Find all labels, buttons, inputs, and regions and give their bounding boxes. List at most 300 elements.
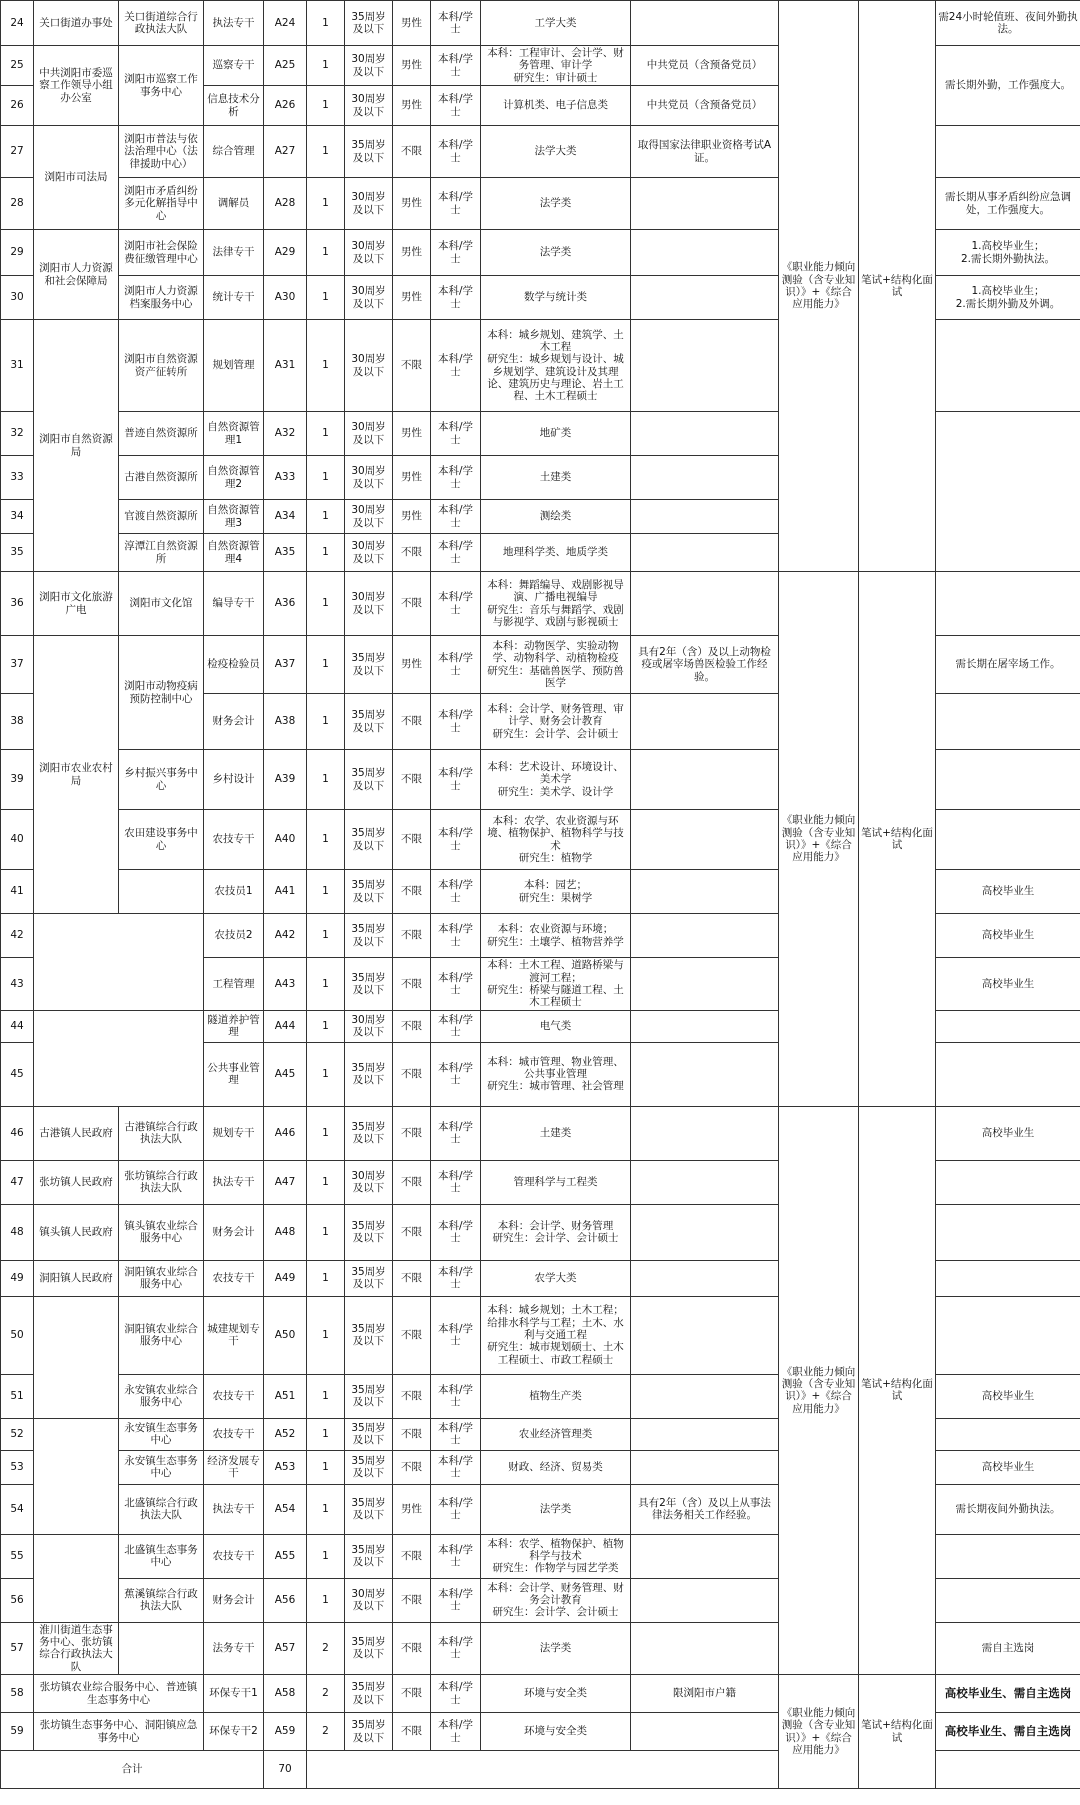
sub-cell: 浏阳市人力资源档案服务中心 <box>119 276 204 320</box>
other-cell <box>631 1010 779 1042</box>
pos-cell: 乡村设计 <box>204 750 264 810</box>
age-cell: 30周岁及以下 <box>345 572 393 636</box>
edu-cell: 本科/学士 <box>431 178 481 230</box>
table-row <box>1 572 1080 636</box>
major-cell: 本科：农学、农业资源与环境、植物保护、植物科学与技术 研究生：植物学 <box>481 810 631 870</box>
no-cell: 39 <box>1 750 34 810</box>
edu-cell: 本科/学士 <box>431 46 481 86</box>
sex-cell: 男性 <box>393 412 431 456</box>
sub-cell <box>119 1622 204 1675</box>
code-cell: A44 <box>264 1010 307 1042</box>
major-cell: 法学类 <box>481 178 631 230</box>
sex-cell: 不限 <box>393 1296 431 1374</box>
sub-cell <box>119 870 204 914</box>
edu-cell: 本科/学士 <box>431 412 481 456</box>
major-cell: 本科：城乡规划、建筑学、土木工程 研究生：城乡规划与设计、城乡规划学、建筑设计及其理论、建筑历史与理论、岩土工程、土木工程硕士 <box>481 320 631 412</box>
sex-cell: 不限 <box>393 534 431 572</box>
pos-cell: 调解员 <box>204 178 264 230</box>
exam-subject-cell: 《职业能力倾向测验（含专业知识）》+《综合应用能力》 <box>779 1675 859 1789</box>
no-cell: 53 <box>1 1450 34 1484</box>
note-cell <box>936 1010 1080 1042</box>
n-cell: 1 <box>307 1204 345 1260</box>
other-cell <box>631 1622 779 1675</box>
exam-subject-cell: 《职业能力倾向测验（含专业知识）》+《综合应用能力》 <box>779 1106 859 1675</box>
n-cell: 1 <box>307 1106 345 1160</box>
n-cell: 1 <box>307 636 345 694</box>
pos-cell: 自然资源管理4 <box>204 534 264 572</box>
note-cell <box>936 1578 1080 1622</box>
edu-cell: 本科/学士 <box>431 750 481 810</box>
age-cell: 35周岁及以下 <box>345 870 393 914</box>
note-cell <box>936 750 1080 810</box>
age-cell: 30周岁及以下 <box>345 456 393 500</box>
other-cell <box>631 810 779 870</box>
age-cell: 35周岁及以下 <box>345 1534 393 1578</box>
no-cell: 46 <box>1 1106 34 1160</box>
age-cell: 30周岁及以下 <box>345 1578 393 1622</box>
code-cell: A59 <box>264 1713 307 1751</box>
sub-cell: 北盛镇生态事务中心 <box>119 1534 204 1578</box>
age-cell: 30周岁及以下 <box>345 534 393 572</box>
edu-cell: 本科/学士 <box>431 870 481 914</box>
pos-cell: 执法专干 <box>204 1 264 46</box>
unit-cell: 洞阳镇人民政府 <box>34 1260 119 1296</box>
code-cell: A55 <box>264 1534 307 1578</box>
edu-cell: 本科/学士 <box>431 1374 481 1418</box>
other-cell <box>631 750 779 810</box>
code-cell: A38 <box>264 694 307 750</box>
age-cell: 35周岁及以下 <box>345 1713 393 1751</box>
other-cell <box>631 914 779 958</box>
pos-cell: 隧道养护管理 <box>204 1010 264 1042</box>
total-label: 合计 <box>1 1751 264 1789</box>
other-cell <box>631 1418 779 1450</box>
age-cell: 35周岁及以下 <box>345 1296 393 1374</box>
note-cell <box>936 572 1080 636</box>
code-cell: A33 <box>264 456 307 500</box>
sex-cell: 不限 <box>393 1675 431 1713</box>
age-cell: 35周岁及以下 <box>345 1675 393 1713</box>
no-cell: 26 <box>1 86 34 126</box>
no-cell: 54 <box>1 1484 34 1534</box>
edu-cell: 本科/学士 <box>431 1160 481 1204</box>
no-cell: 29 <box>1 230 34 276</box>
code-cell: A58 <box>264 1675 307 1713</box>
major-cell: 电气类 <box>481 1010 631 1042</box>
n-cell: 1 <box>307 1450 345 1484</box>
sub-cell: 永安镇农业综合服务中心 <box>119 1374 204 1418</box>
no-cell: 56 <box>1 1578 34 1622</box>
n-cell: 1 <box>307 1534 345 1578</box>
unit-cell: 关口街道办事处 <box>34 1 119 46</box>
sub-cell: 洞阳镇农业综合服务中心 <box>119 1296 204 1374</box>
major-cell: 地矿类 <box>481 412 631 456</box>
sex-cell: 不限 <box>393 1622 431 1675</box>
sex-cell: 不限 <box>393 1450 431 1484</box>
sex-cell: 不限 <box>393 958 431 1011</box>
unit-cell: 浏阳市人力资源和社会保障局 <box>34 230 119 320</box>
major-cell: 工学大类 <box>481 1 631 46</box>
edu-cell: 本科/学士 <box>431 1675 481 1713</box>
pos-cell: 农技专干 <box>204 1374 264 1418</box>
n-cell: 1 <box>307 694 345 750</box>
n-cell: 2 <box>307 1622 345 1675</box>
n-cell: 1 <box>307 500 345 534</box>
sex-cell: 不限 <box>393 1106 431 1160</box>
other-cell: 中共党员（含预备党员） <box>631 46 779 86</box>
other-cell <box>631 412 779 456</box>
other-cell <box>631 500 779 534</box>
age-cell: 35周岁及以下 <box>345 1450 393 1484</box>
code-cell: A49 <box>264 1260 307 1296</box>
n-cell: 1 <box>307 1042 345 1106</box>
sub-cell: 浏阳市文化馆 <box>119 572 204 636</box>
exam-method-cell: 笔试+结构化面试 <box>859 1675 936 1789</box>
sub-cell: 淳潭江自然资源所 <box>119 534 204 572</box>
edu-cell: 本科/学士 <box>431 456 481 500</box>
code-cell: A40 <box>264 810 307 870</box>
code-cell: A56 <box>264 1578 307 1622</box>
major-cell: 农业经济管理类 <box>481 1418 631 1450</box>
no-cell: 52 <box>1 1418 34 1450</box>
unit-cell: 浏阳市自然资源局 <box>34 320 119 572</box>
sex-cell: 不限 <box>393 1534 431 1578</box>
sex-cell: 不限 <box>393 694 431 750</box>
sex-cell: 不限 <box>393 1713 431 1751</box>
sex-cell: 不限 <box>393 1260 431 1296</box>
edu-cell: 本科/学士 <box>431 1418 481 1450</box>
note-cell <box>936 412 1080 572</box>
major-cell: 管理科学与工程类 <box>481 1160 631 1204</box>
code-cell: A24 <box>264 1 307 46</box>
note-cell <box>936 1204 1080 1260</box>
unit-cell <box>34 1010 204 1106</box>
other-cell <box>631 1042 779 1106</box>
note-cell: 需自主选岗 <box>936 1622 1080 1675</box>
n-cell: 2 <box>307 1675 345 1713</box>
sex-cell: 不限 <box>393 870 431 914</box>
pos-cell: 自然资源管理1 <box>204 412 264 456</box>
no-cell: 27 <box>1 126 34 178</box>
edu-cell: 本科/学士 <box>431 1042 481 1106</box>
age-cell: 30周岁及以下 <box>345 276 393 320</box>
major-cell: 本科：会计学、财务管理 研究生：会计学、会计硕士 <box>481 1204 631 1260</box>
sex-cell: 不限 <box>393 810 431 870</box>
no-cell: 57 <box>1 1622 34 1675</box>
pos-cell: 财务会计 <box>204 1578 264 1622</box>
total-blank <box>307 1751 1080 1789</box>
edu-cell: 本科/学士 <box>431 1713 481 1751</box>
sub-cell: 普迹自然资源所 <box>119 412 204 456</box>
edu-cell: 本科/学士 <box>431 534 481 572</box>
note-cell: 1.高校毕业生； 2.需长期外勤执法。 <box>936 230 1080 276</box>
sex-cell: 男性 <box>393 636 431 694</box>
pos-cell: 统计专干 <box>204 276 264 320</box>
unit-cell: 张坊镇农业综合服务中心、普迹镇生态事务中心 <box>34 1675 204 1713</box>
n-cell: 1 <box>307 126 345 178</box>
age-cell: 35周岁及以下 <box>345 1204 393 1260</box>
note-cell: 高校毕业生 <box>936 870 1080 914</box>
total-row <box>1 1751 1080 1789</box>
age-cell: 35周岁及以下 <box>345 1374 393 1418</box>
n-cell: 1 <box>307 1260 345 1296</box>
code-cell: A51 <box>264 1374 307 1418</box>
edu-cell: 本科/学士 <box>431 1450 481 1484</box>
no-cell: 38 <box>1 694 34 750</box>
other-cell <box>631 320 779 412</box>
n-cell: 1 <box>307 412 345 456</box>
edu-cell: 本科/学士 <box>431 1296 481 1374</box>
sub-cell: 浏阳市普法与依法治理中心（法律援助中心） <box>119 126 204 178</box>
major-cell: 本科：园艺； 研究生：果树学 <box>481 870 631 914</box>
code-cell: A29 <box>264 230 307 276</box>
age-cell: 35周岁及以下 <box>345 1042 393 1106</box>
sub-cell: 镇头镇农业综合服务中心 <box>119 1204 204 1260</box>
no-cell: 47 <box>1 1160 34 1204</box>
pos-cell: 农技专干 <box>204 810 264 870</box>
code-cell: A27 <box>264 126 307 178</box>
note-cell <box>936 1296 1080 1374</box>
code-cell: A25 <box>264 46 307 86</box>
n-cell: 1 <box>307 750 345 810</box>
sex-cell: 不限 <box>393 126 431 178</box>
age-cell: 35周岁及以下 <box>345 694 393 750</box>
code-cell: A46 <box>264 1106 307 1160</box>
code-cell: A53 <box>264 1450 307 1484</box>
pos-cell: 规划管理 <box>204 320 264 412</box>
age-cell: 30周岁及以下 <box>345 86 393 126</box>
other-cell <box>631 958 779 1011</box>
age-cell: 35周岁及以下 <box>345 914 393 958</box>
major-cell: 数学与统计类 <box>481 276 631 320</box>
unit-cell: 古港镇人民政府 <box>34 1106 119 1160</box>
note-cell <box>936 1534 1080 1578</box>
pos-cell: 城建规划专干 <box>204 1296 264 1374</box>
major-cell: 计算机类、电子信息类 <box>481 86 631 126</box>
edu-cell: 本科/学士 <box>431 1534 481 1578</box>
sub-cell: 洞阳镇农业综合服务中心 <box>119 1260 204 1296</box>
n-cell: 1 <box>307 572 345 636</box>
major-cell: 本科：艺术设计、环境设计、美术学 研究生：美术学、设计学 <box>481 750 631 810</box>
n-cell: 1 <box>307 1418 345 1450</box>
other-cell <box>631 1260 779 1296</box>
n-cell: 1 <box>307 1 345 46</box>
sex-cell: 男性 <box>393 1 431 46</box>
other-cell <box>631 178 779 230</box>
major-cell: 本科：农学、植物保护、植物科学与技术 研究生：作物学与园艺学类 <box>481 1534 631 1578</box>
other-cell: 限浏阳市户籍 <box>631 1675 779 1713</box>
sex-cell: 男性 <box>393 500 431 534</box>
pos-cell: 农技专干 <box>204 1418 264 1450</box>
pos-cell: 农技专干 <box>204 1534 264 1578</box>
note-cell: 高校毕业生 <box>936 1374 1080 1418</box>
note-cell: 1.高校毕业生； 2.需长期外勤及外调。 <box>936 276 1080 320</box>
other-cell: 取得国家法律职业资格考试A证。 <box>631 126 779 178</box>
unit-cell: 张坊镇人民政府 <box>34 1160 119 1204</box>
age-cell: 30周岁及以下 <box>345 1010 393 1042</box>
code-cell: A37 <box>264 636 307 694</box>
no-cell: 24 <box>1 1 34 46</box>
major-cell: 法学类 <box>481 1622 631 1675</box>
pos-cell: 自然资源管理2 <box>204 456 264 500</box>
other-cell <box>631 1106 779 1160</box>
major-cell: 本科：农业资源与环境； 研究生：土壤学、植物营养学 <box>481 914 631 958</box>
age-cell: 35周岁及以下 <box>345 1106 393 1160</box>
major-cell: 本科：舞蹈编导、戏剧影视导演、广播电视编导 研究生：音乐与舞蹈学、戏剧与影视学、戏剧与影视硕士 <box>481 572 631 636</box>
pos-cell: 执法专干 <box>204 1484 264 1534</box>
major-cell: 农学大类 <box>481 1260 631 1296</box>
sub-cell: 北盛镇综合行政执法大队 <box>119 1484 204 1534</box>
n-cell: 1 <box>307 914 345 958</box>
no-cell: 35 <box>1 534 34 572</box>
major-cell: 环境与安全类 <box>481 1675 631 1713</box>
sub-cell: 蕉溪镇综合行政执法大队 <box>119 1578 204 1622</box>
major-cell: 法学类 <box>481 230 631 276</box>
sex-cell: 不限 <box>393 572 431 636</box>
edu-cell: 本科/学士 <box>431 636 481 694</box>
edu-cell: 本科/学士 <box>431 810 481 870</box>
edu-cell: 本科/学士 <box>431 1260 481 1296</box>
major-cell: 植物生产类 <box>481 1374 631 1418</box>
age-cell: 35周岁及以下 <box>345 1418 393 1450</box>
unit-cell: 浏阳市农业农村局 <box>34 636 119 914</box>
age-cell: 30周岁及以下 <box>345 320 393 412</box>
n-cell: 1 <box>307 958 345 1011</box>
code-cell: A30 <box>264 276 307 320</box>
pos-cell: 规划专干 <box>204 1106 264 1160</box>
major-cell: 环境与安全类 <box>481 1713 631 1751</box>
no-cell: 42 <box>1 914 34 958</box>
note-cell: 需长期从事矛盾纠纷应急调处，工作强度大。 <box>936 178 1080 230</box>
code-cell: A32 <box>264 412 307 456</box>
note-cell: 高校毕业生 <box>936 914 1080 958</box>
exam-method-cell: 笔试+结构化面试 <box>859 572 936 1107</box>
major-cell: 本科：城市管理、物业管理、公共事业管理 研究生：城市管理、社会管理 <box>481 1042 631 1106</box>
unit-cell: 张坊镇生态事务中心、洞阳镇应急事务中心 <box>34 1713 204 1751</box>
other-cell <box>631 534 779 572</box>
note-cell: 需长期在屠宰场工作。 <box>936 636 1080 694</box>
pos-cell: 信息技术分析 <box>204 86 264 126</box>
pos-cell: 法务专干 <box>204 1622 264 1675</box>
n-cell: 1 <box>307 870 345 914</box>
n-cell: 1 <box>307 456 345 500</box>
n-cell: 2 <box>307 1713 345 1751</box>
note-cell: 高校毕业生 <box>936 1106 1080 1160</box>
edu-cell: 本科/学士 <box>431 230 481 276</box>
no-cell: 58 <box>1 1675 34 1713</box>
edu-cell: 本科/学士 <box>431 958 481 1011</box>
sub-cell: 浏阳市动物疫病预防控制中心 <box>119 636 204 750</box>
exam-subject-cell: 《职业能力倾向测验（含专业知识）》+《综合应用能力》 <box>779 1 859 572</box>
no-cell: 50 <box>1 1296 34 1374</box>
no-cell: 32 <box>1 412 34 456</box>
code-cell: A41 <box>264 870 307 914</box>
age-cell: 35周岁及以下 <box>345 1484 393 1534</box>
pos-cell: 财务会计 <box>204 694 264 750</box>
sub-cell: 古港自然资源所 <box>119 456 204 500</box>
other-cell <box>631 870 779 914</box>
other-cell <box>631 1534 779 1578</box>
note-cell <box>936 126 1080 178</box>
age-cell: 30周岁及以下 <box>345 1160 393 1204</box>
no-cell: 36 <box>1 572 34 636</box>
code-cell: A54 <box>264 1484 307 1534</box>
major-cell: 土建类 <box>481 456 631 500</box>
note-cell <box>936 810 1080 870</box>
sex-cell: 不限 <box>393 320 431 412</box>
unit-cell: 浏阳市司法局 <box>34 126 119 230</box>
note-cell <box>936 1418 1080 1450</box>
sub-cell: 浏阳市巡察工作事务中心 <box>119 46 204 126</box>
no-cell: 33 <box>1 456 34 500</box>
n-cell: 1 <box>307 320 345 412</box>
note-cell: 需24小时轮值班、夜间外勤执法。 <box>936 1 1080 46</box>
edu-cell: 本科/学士 <box>431 1622 481 1675</box>
note-cell: 高校毕业生、需自主选岗 <box>936 1675 1080 1713</box>
no-cell: 25 <box>1 46 34 86</box>
other-cell <box>631 1578 779 1622</box>
pos-cell: 经济发展专干 <box>204 1450 264 1484</box>
other-cell <box>631 1204 779 1260</box>
no-cell: 59 <box>1 1713 34 1751</box>
sub-cell: 关口街道综合行政执法大队 <box>119 1 204 46</box>
n-cell: 1 <box>307 810 345 870</box>
sex-cell: 不限 <box>393 1578 431 1622</box>
n-cell: 1 <box>307 1296 345 1374</box>
code-cell: A45 <box>264 1042 307 1106</box>
unit-cell <box>34 1296 119 1418</box>
other-cell: 具有2年（含）及以上从事法律法务相关工作经验。 <box>631 1484 779 1534</box>
n-cell: 1 <box>307 86 345 126</box>
note-cell: 需长期夜间外勤执法。 <box>936 1484 1080 1534</box>
age-cell: 30周岁及以下 <box>345 412 393 456</box>
no-cell: 48 <box>1 1204 34 1260</box>
code-cell: A57 <box>264 1622 307 1675</box>
note-cell: 高校毕业生 <box>936 1450 1080 1484</box>
code-cell: A26 <box>264 86 307 126</box>
other-cell: 中共党员（含预备党员） <box>631 86 779 126</box>
code-cell: A48 <box>264 1204 307 1260</box>
sex-cell: 不限 <box>393 914 431 958</box>
other-cell <box>631 572 779 636</box>
other-cell <box>631 276 779 320</box>
n-cell: 1 <box>307 230 345 276</box>
no-cell: 45 <box>1 1042 34 1106</box>
unit-cell: 淮川街道生态事务中心、张坊镇综合行政执法大队 <box>34 1622 119 1675</box>
edu-cell: 本科/学士 <box>431 914 481 958</box>
n-cell: 1 <box>307 534 345 572</box>
sex-cell: 男性 <box>393 46 431 86</box>
code-cell: A50 <box>264 1296 307 1374</box>
age-cell: 35周岁及以下 <box>345 810 393 870</box>
major-cell: 法学大类 <box>481 126 631 178</box>
pos-cell: 巡察专干 <box>204 46 264 86</box>
age-cell: 30周岁及以下 <box>345 46 393 86</box>
pos-cell: 编导专干 <box>204 572 264 636</box>
code-cell: A52 <box>264 1418 307 1450</box>
sub-cell: 浏阳市矛盾纠纷多元化解指导中心 <box>119 178 204 230</box>
sex-cell: 不限 <box>393 750 431 810</box>
other-cell <box>631 1713 779 1751</box>
sex-cell: 男性 <box>393 230 431 276</box>
note-cell <box>936 1042 1080 1106</box>
no-cell: 30 <box>1 276 34 320</box>
unit-cell <box>34 1534 119 1622</box>
code-cell: A35 <box>264 534 307 572</box>
age-cell: 35周岁及以下 <box>345 1 393 46</box>
major-cell: 地理科学类、地质学类 <box>481 534 631 572</box>
pos-cell: 农技专干 <box>204 1260 264 1296</box>
